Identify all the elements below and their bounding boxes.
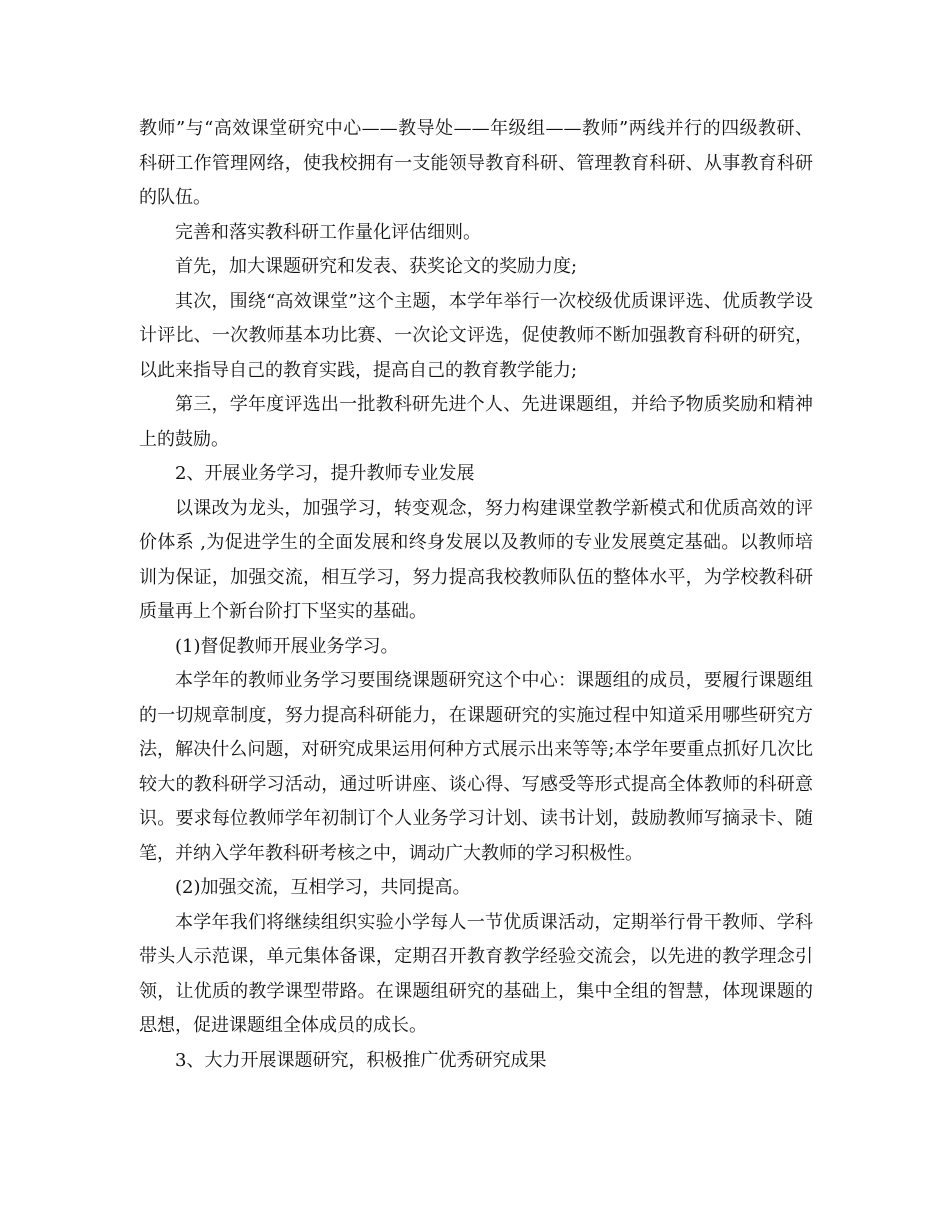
document-body (139, 112, 813, 1078)
paragraph-1: 教师”与“高效课堂研究中心——教导处——年级组——教师”两线并行的四级教研、科研工作管理网络，使我校拥有一支能领导教育科研、管理教育科研、从事教育科研的队伍。 (139, 118, 813, 208)
subheading-2: (2)加强交流，互相学习，共同提高。 (175, 877, 471, 898)
paragraph-9: 本学年的教师业务学习要围绕课题研究这个中心：课题组的成员，要履行课题组的一切规章制度，努力提高科研能力，在课题研究的实施过程中知道采用哪些研究方法，解决什么问题，对研究成果运用何种方式展示出来等等;本学年要重点抓好几次比较大的教科研学习活动，通过听讲座、谈心得、写感受等形式提高全体教师的科研意识。要求每位教师学年初制订个人业务学习计划、读书计划，鼓励教师写摘录卡、随笔，并纳入学年教科研考核之中，调动广大教师的学习积极性。 (139, 670, 813, 864)
section-heading-2: 2、开展业务学习，提升教师专业发展 (175, 463, 475, 484)
paragraph-3: 首先，加大课题研究和发表、获奖论文的奖励力度; (175, 256, 578, 277)
subheading-1: (1)督促教师开展业务学习。 (175, 635, 399, 657)
section-heading-3: 3、大力开展课题研究，积极推广优秀研究成果 (175, 1049, 547, 1071)
paragraph-7: 以课改为龙头，加强学习，转变观念，努力构建课堂教学新模式和优质高效的评价体系 ,为促进学生的全面发展和终身发展以及教师的专业发展奠定基础。以教师培训为保证，加强交流，相互学习，努力提高我校教师队伍的整体水平，为学校教科研质量再上个新台阶打下坚实的基础。 (139, 497, 813, 622)
paragraph-11: 本学年我们将继续组织实验小学每人一节优质课活动，定期举行骨干教师、学科带头人示范课，单元集体备课，定期召开教育教学经验交流会，以先进的教学理念引领，让优质的教学课型带路。在课题组研究的基础上，集中全组的智慧，体现课题的思想，促进课题组全体成员的成长。 (139, 911, 813, 1036)
paragraph-5: 第三，学年度评选出一批教科研先进个人、先进课题组，并给予物质奖励和精神上的鼓励。 (139, 394, 813, 450)
paragraph-4: 其次，围绕“高效课堂”这个主题，本学年举行一次校级优质课评选、优质教学设计评比、一次教师基本功比赛、一次论文评选，促使教师不断加强教育科研的研究，以此来指导自己的教育实践，提高自己的教育教学能力; (139, 290, 813, 381)
paragraph-2: 完善和落实教科研工作量化评估细则。 (175, 221, 481, 243)
